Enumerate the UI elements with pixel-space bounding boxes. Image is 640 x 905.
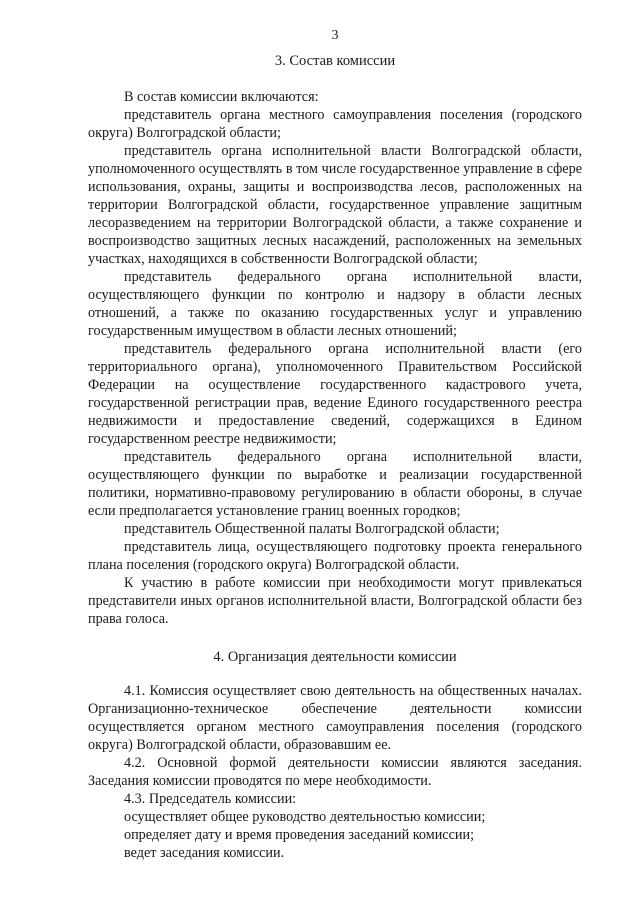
paragraph: представитель федерального органа исполнительной власти (его территориального органа), уполномоченного Правительством Российской Федерации на осуществление государственного кадастрового учета, государственной регистрации прав, ведение Единого государственного реестра недвижимости и предоставление сведений, содержащихся в Едином государственном реестре недвижимости; (88, 341, 582, 447)
paragraph: К участию в работе комиссии при необходимости могут привлекаться представители иных органов исполнительной власти, Волгоградской области без права голоса. (88, 575, 582, 627)
paragraph: 4.3. Председатель комиссии: (124, 791, 297, 807)
section-3-heading: 3. Состав комиссии (274, 53, 396, 69)
paragraph: представитель Общественной палаты Волгоградской области; (124, 521, 500, 537)
section-3-body (88, 88, 582, 628)
section-4-body (88, 682, 582, 862)
paragraph: представитель органа местного самоуправления поселения (городского округа) Волгоградской области; (88, 107, 582, 141)
paragraph: ведет заседания комиссии. (124, 845, 285, 861)
paragraph: осуществляет общее руководство деятельностью комиссии; (124, 809, 486, 825)
paragraph: 4.2. Основной формой деятельности комиссии являются заседания. Заседания комиссии проводятся по мере необходимости. (88, 755, 582, 789)
paragraph: 4.1. Комиссия осуществляет свою деятельность на общественных началах. Организационно-техническое обеспечение деятельности комиссии осуществляется органом местного самоуправления поселения (городского округа) Волгоградской области, образовавшим ее. (88, 683, 582, 753)
paragraph: представитель лица, осуществляющего подготовку проекта генерального плана поселения (городского округа) Волгоградской области. (88, 539, 582, 573)
paragraph: представитель органа исполнительной власти Волгоградской области, уполномоченного осуществлять в том числе государственное управление в сфере использования, охраны, защиты и воспроизводства лесов, расположенных на территории Волгоградской области, государственное управление защитным лесоразведением на территории Волгоградской области, а также сохранение и воспроизводство защитных лесных насаждений, расположенных на земельных участках, находящихся в собственности Волгоградской области; (88, 143, 582, 267)
paragraph: представитель федерального органа исполнительной власти, осуществляющего функции по выработке и реализации государственной политики, нормативно-правовому регулированию в области обороны, в случае если предполагается установление границ военных городков; (88, 449, 582, 519)
paragraph: В состав комиссии включаются: (124, 89, 319, 105)
paragraph: определяет дату и время проведения заседаний комиссии; (124, 827, 475, 843)
section-4-heading: 4. Организация деятельности комиссии (213, 649, 457, 665)
page-number: 3 (331, 28, 339, 43)
paragraph: представитель федерального органа исполнительной власти, осуществляющего функции по контролю и надзору в области лесных отношений, а также по оказанию государственных услуг и управлению государственным имуществом в области лесных отношений; (88, 269, 582, 339)
